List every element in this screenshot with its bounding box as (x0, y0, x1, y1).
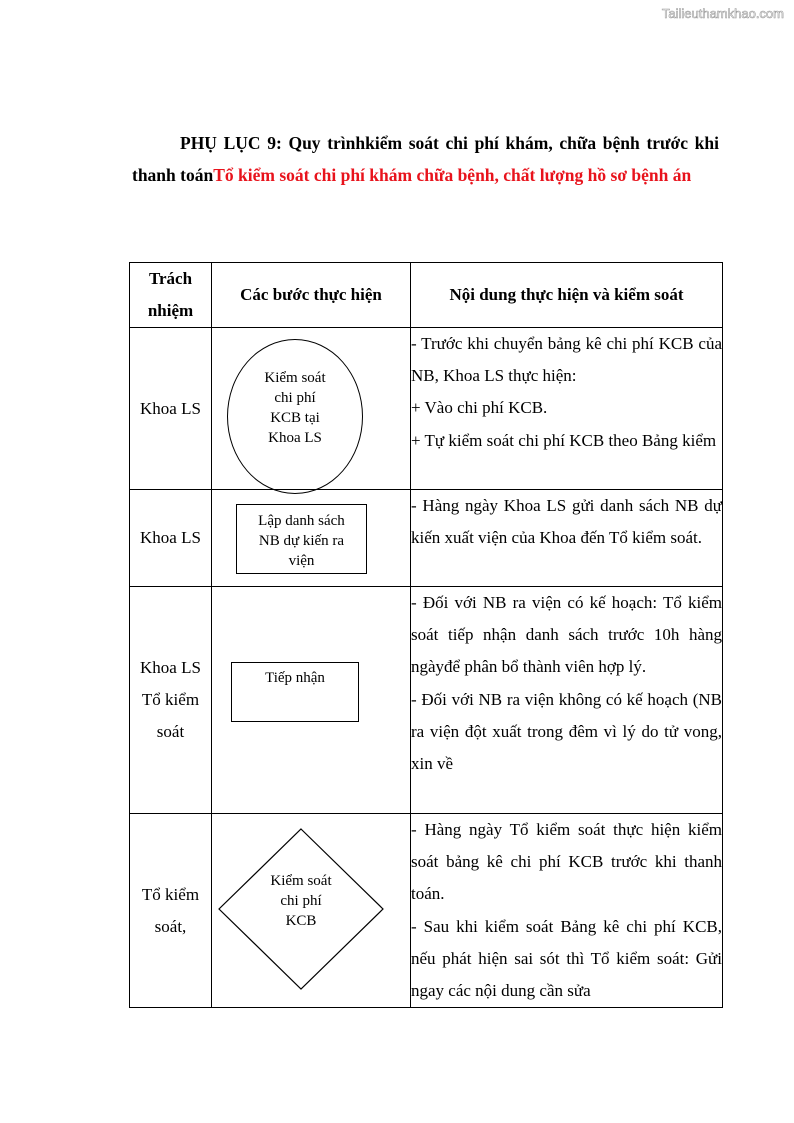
header-steps: Các bước thực hiện (212, 263, 411, 328)
step-label-line: Lập danh sách (258, 513, 345, 529)
responsibility-cell (130, 587, 212, 814)
responsibility-line: soát, (154, 916, 187, 936)
content-paragraph: - Đối với NB ra viện có kế hoạch: Tổ kiểm soát tiếp nhận danh sách trước 10h hàng ngàyđể phân bổ thành viên hợp lý. (411, 593, 722, 677)
content-paragraph: - Sau khi kiểm soát Bảng kê chi phí KCB, nếu phát hiện sai sót thì Tổ kiểm soát: Gửi ngay các nội dung cần sửa (411, 916, 722, 1001)
responsibility-cell (130, 328, 212, 490)
step-cell (212, 587, 411, 814)
step-label-line: Kiểm soát (264, 370, 326, 386)
flow-rectangle-label (236, 511, 367, 571)
content-paragraph: + Vào chi phí KCB. (411, 398, 548, 418)
content-paragraph: - Hàng ngày Tổ kiểm soát thực hiện kiểm soát bảng kê chi phí KCB trước khi thanh toán. (411, 820, 722, 904)
step-cell (212, 490, 411, 587)
step-label-line: KCB (285, 913, 317, 929)
table-row (130, 490, 723, 587)
step-cell (212, 328, 411, 490)
table-row (130, 587, 723, 814)
step-label-line: NB dự kiến ra (258, 533, 345, 549)
responsibility-cell (130, 814, 212, 1008)
step-label-line: KCB tại (270, 410, 320, 426)
step-label-line: viện (288, 553, 315, 569)
content-cell (411, 814, 723, 1008)
responsibility-line: Tổ kiểm (141, 690, 200, 709)
responsibility-line: Tổ kiểm (141, 884, 200, 904)
table-row (130, 814, 723, 1008)
content-paragraph: - Hàng ngày Khoa LS gửi danh sách NB dự kiến xuất viện của Khoa đến Tổ kiểm soát. (411, 496, 722, 548)
header-responsibility: Trách nhiệm (130, 263, 212, 328)
responsibility-line: Khoa LS (140, 528, 201, 547)
flow-diamond-label (251, 871, 351, 931)
step-label-line: chi phí (274, 390, 316, 406)
flow-ellipse-label (227, 368, 363, 448)
content-paragraph: + Tự kiểm soát chi phí KCB theo Bảng kiểm (411, 430, 717, 450)
flow-rectangle-label (231, 668, 359, 688)
step-label-line: Kiểm soát (270, 873, 332, 889)
responsibility-cell (130, 490, 212, 587)
table-header-row (130, 263, 723, 328)
content-cell (411, 587, 723, 814)
step-label-line: Khoa LS (268, 430, 322, 446)
content-paragraph: - Trước khi chuyển bảng kê chi phí KCB của NB, Khoa LS thực hiện: (411, 334, 722, 386)
content-cell (411, 328, 723, 490)
content-paragraph: - Đối với NB ra viện không có kế hoạch (NB ra viện đột xuất trong đêm vì lý do tử vong, xin về (411, 689, 722, 774)
step-cell (212, 814, 411, 1008)
content-cell (411, 490, 723, 587)
appendix-heading (132, 127, 719, 191)
table-row (130, 328, 723, 490)
heading-black-text: PHỤ LỤC 9: Quy trìnhkiểm soát chi phí khám, chữa bệnh trước khi thanh toán (132, 133, 719, 185)
heading-red-text: Tổ kiểm soát chi phí khám chữa bệnh, chất lượng hồ sơ bệnh án (213, 165, 692, 185)
responsibility-line: Khoa LS (140, 398, 201, 418)
responsibility-line: Khoa LS (140, 658, 201, 677)
watermark: Tailieuthamkhao.com (661, 6, 784, 21)
responsibility-line: soát (156, 722, 185, 741)
step-label-line: chi phí (280, 893, 322, 909)
step-label-line: Tiếp nhận (265, 670, 325, 686)
process-table (129, 262, 723, 1008)
header-content: Nội dung thực hiện và kiểm soát (411, 263, 723, 328)
